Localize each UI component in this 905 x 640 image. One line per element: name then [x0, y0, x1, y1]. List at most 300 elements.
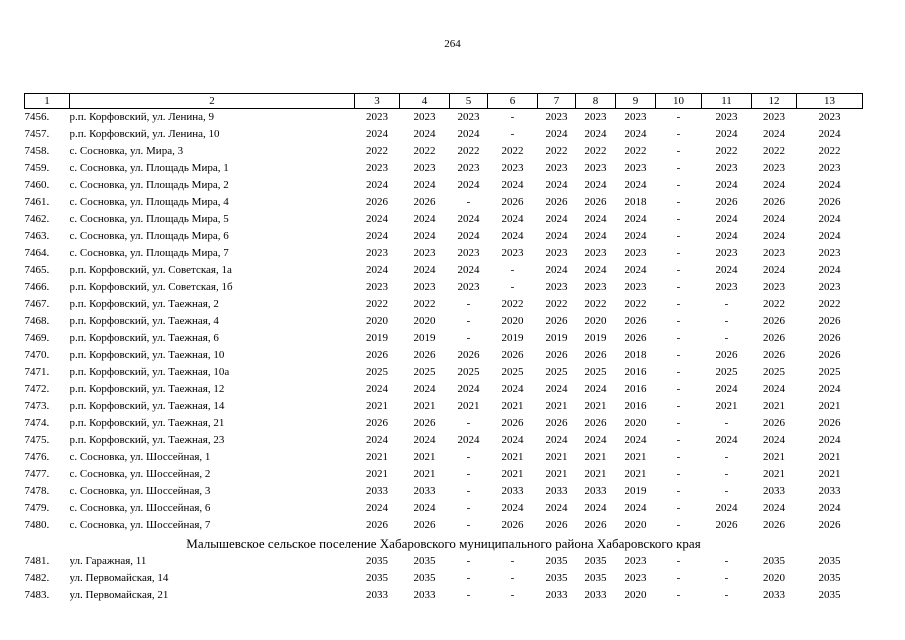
row-value: - — [676, 366, 681, 378]
row-address: ул. Гаражная, 11 — [69, 555, 147, 567]
row-value: 2026 — [545, 315, 568, 327]
row-value: 2026 — [715, 196, 738, 208]
row-value: 2025 — [457, 366, 480, 378]
row-value: 2024 — [457, 434, 480, 446]
row-number: 7473. — [24, 400, 50, 412]
row-value: 2025 — [366, 366, 388, 378]
row-value: 2024 — [413, 434, 436, 446]
row-value: 2024 — [715, 264, 738, 276]
row-value: 2024 — [501, 179, 524, 191]
row-value: 2033 — [584, 589, 607, 601]
row-value: 2022 — [501, 145, 524, 157]
row-value: 2023 — [545, 162, 568, 174]
header-cell: 3 — [355, 94, 400, 109]
row-value: - — [676, 281, 681, 293]
row-address: р.п. Корфовский, ул. Таежная, 2 — [69, 298, 219, 310]
row-value: 2023 — [545, 111, 568, 123]
table-row — [25, 570, 863, 587]
row-value: 2023 — [715, 247, 738, 259]
row-value: 2024 — [457, 179, 480, 191]
row-value: 2025 — [584, 366, 607, 378]
row-value: 2022 — [413, 298, 436, 310]
row-address: р.п. Корфовский, ул. Таежная, 21 — [69, 417, 225, 429]
section-row — [25, 534, 863, 553]
row-value: 2023 — [818, 247, 841, 259]
row-value: - — [466, 417, 471, 429]
row-number: 7468. — [24, 315, 50, 327]
row-value: 2024 — [584, 213, 607, 225]
row-value: 2024 — [501, 213, 524, 225]
row-value: - — [676, 485, 681, 497]
table-row — [25, 483, 863, 500]
row-value: - — [724, 417, 729, 429]
row-value: 2020 — [413, 315, 436, 327]
row-value: - — [724, 451, 729, 463]
row-value: - — [676, 468, 681, 480]
row-value: 2016 — [624, 383, 647, 395]
table-row — [25, 313, 863, 330]
row-value: 2025 — [413, 366, 436, 378]
row-value: 2024 — [584, 179, 607, 191]
row-value: 2026 — [763, 349, 785, 361]
row-value: 2033 — [584, 485, 607, 497]
row-address: р.п. Корфовский, ул. Таежная, 4 — [69, 315, 219, 327]
header-cell: 7 — [538, 94, 576, 109]
row-address: с. Сосновка, ул. Шоссейная, 7 — [69, 519, 211, 531]
row-value: - — [466, 315, 471, 327]
row-value: 2023 — [413, 281, 436, 293]
row-value: 2021 — [624, 451, 647, 463]
table-row — [25, 398, 863, 415]
row-number: 7477. — [24, 468, 50, 480]
row-value: 2024 — [457, 213, 480, 225]
row-value: - — [724, 572, 729, 584]
row-address: р.п. Корфовский, ул. Ленина, 9 — [69, 111, 214, 123]
row-number: 7466. — [24, 281, 50, 293]
row-value: 2026 — [545, 417, 568, 429]
row-value: 2024 — [413, 264, 436, 276]
row-value: 2033 — [413, 589, 436, 601]
row-value: 2026 — [545, 349, 568, 361]
row-value: 2024 — [818, 383, 841, 395]
row-value: 2035 — [366, 555, 388, 567]
row-value: - — [510, 281, 515, 293]
row-value: - — [676, 315, 681, 327]
row-number: 7482. — [24, 572, 50, 584]
row-number: 7456. — [24, 111, 50, 123]
row-value: - — [466, 589, 471, 601]
row-value: 2026 — [501, 196, 524, 208]
row-value: 2024 — [624, 213, 647, 225]
row-value: - — [676, 230, 681, 242]
row-value: - — [676, 349, 681, 361]
row-address: р.п. Корфовский, ул. Советская, 1а — [69, 264, 232, 276]
row-value: 2035 — [413, 572, 436, 584]
row-value: 2024 — [366, 230, 388, 242]
row-value: 2024 — [584, 434, 607, 446]
row-value: 2026 — [818, 417, 841, 429]
row-value: 2022 — [763, 145, 785, 157]
row-value: 2024 — [763, 230, 785, 242]
row-number: 7472. — [24, 383, 50, 395]
row-value: 2024 — [624, 230, 647, 242]
row-value: 2026 — [584, 196, 607, 208]
row-value: - — [676, 383, 681, 395]
row-address: с. Сосновка, ул. Шоссейная, 2 — [69, 468, 211, 480]
row-value: - — [676, 247, 681, 259]
row-value: - — [510, 128, 515, 140]
row-value: 2021 — [584, 451, 607, 463]
row-value: 2026 — [584, 417, 607, 429]
row-value: 2021 — [584, 468, 607, 480]
row-number: 7458. — [24, 145, 50, 157]
row-value: 2023 — [545, 247, 568, 259]
row-value: 2020 — [624, 589, 647, 601]
row-value: 2021 — [457, 400, 480, 412]
row-value: - — [676, 417, 681, 429]
row-value: 2024 — [763, 434, 785, 446]
row-value: 2021 — [366, 400, 388, 412]
row-value: - — [466, 519, 471, 531]
row-value: 2023 — [624, 111, 647, 123]
row-value: 2023 — [818, 111, 841, 123]
row-value: 2023 — [818, 281, 841, 293]
row-value: 2026 — [763, 519, 785, 531]
row-value: 2023 — [584, 247, 607, 259]
row-value: 2026 — [501, 349, 524, 361]
row-value: 2021 — [366, 468, 388, 480]
row-number: 7480. — [24, 519, 50, 531]
table-row — [25, 109, 863, 127]
row-value: 2026 — [818, 196, 841, 208]
row-value: - — [676, 162, 681, 174]
row-value: 2026 — [763, 196, 785, 208]
table-row — [25, 211, 863, 228]
row-number: 7459. — [24, 162, 50, 174]
row-value: 2033 — [763, 485, 785, 497]
row-value: 2033 — [763, 589, 785, 601]
row-number: 7457. — [24, 128, 50, 140]
row-value: 2021 — [501, 468, 524, 480]
row-value: 2035 — [818, 589, 841, 601]
row-value: 2033 — [366, 589, 388, 601]
row-value: 2023 — [366, 281, 388, 293]
row-value: - — [676, 128, 681, 140]
row-value: 2021 — [818, 468, 841, 480]
row-value: 2026 — [366, 417, 388, 429]
row-address: р.п. Корфовский, ул. Таежная, 12 — [69, 383, 225, 395]
header-cell: 2 — [70, 94, 355, 109]
row-value: 2021 — [501, 451, 524, 463]
row-value: 2023 — [624, 247, 647, 259]
row-value: 2023 — [763, 281, 785, 293]
row-value: 2025 — [818, 366, 841, 378]
row-value: - — [676, 298, 681, 310]
row-value: 2024 — [413, 230, 436, 242]
row-value: - — [676, 196, 681, 208]
row-value: 2024 — [715, 502, 738, 514]
row-value: 2020 — [624, 519, 647, 531]
row-value: 2022 — [545, 298, 568, 310]
row-value: 2023 — [584, 162, 607, 174]
row-value: 2026 — [818, 349, 841, 361]
row-value: 2023 — [763, 111, 785, 123]
row-number: 7464. — [24, 247, 50, 259]
row-value: - — [676, 179, 681, 191]
header-row — [25, 94, 863, 109]
table-row — [25, 415, 863, 432]
row-value: 2024 — [763, 128, 785, 140]
row-value: 2021 — [545, 468, 568, 480]
row-value: 2021 — [413, 451, 436, 463]
row-value: 2024 — [624, 128, 647, 140]
row-value: 2023 — [763, 247, 785, 259]
row-number: 7462. — [24, 213, 50, 225]
rows-block-b — [25, 553, 863, 604]
header-cell: 12 — [752, 94, 797, 109]
row-value: 2023 — [501, 162, 524, 174]
row-address: с. Сосновка, ул. Шоссейная, 1 — [69, 451, 211, 463]
row-value: 2024 — [545, 264, 568, 276]
row-value: 2019 — [413, 332, 436, 344]
register-table — [24, 93, 863, 604]
row-value: 2023 — [624, 162, 647, 174]
row-value: 2021 — [624, 468, 647, 480]
table-row — [25, 381, 863, 398]
row-value: 2024 — [545, 434, 568, 446]
row-value: - — [466, 555, 471, 567]
row-value: 2026 — [501, 417, 524, 429]
row-number: 7481. — [24, 555, 50, 567]
row-address: р.п. Корфовский, ул. Таежная, 23 — [69, 434, 225, 446]
row-value: 2019 — [584, 332, 607, 344]
row-value: 2023 — [413, 162, 436, 174]
row-number: 7469. — [24, 332, 50, 344]
row-value: 2026 — [763, 332, 785, 344]
row-value: 2024 — [413, 128, 436, 140]
row-value: 2025 — [545, 366, 568, 378]
row-value: 2026 — [545, 196, 568, 208]
row-value: 2024 — [501, 434, 524, 446]
row-value: - — [466, 485, 471, 497]
row-value: - — [676, 502, 681, 514]
row-address: с. Сосновка, ул. Площадь Мира, 7 — [69, 247, 229, 259]
row-value: 2023 — [584, 111, 607, 123]
row-value: 2022 — [545, 145, 568, 157]
row-value: 2022 — [624, 298, 647, 310]
row-value: 2023 — [584, 281, 607, 293]
row-value: 2024 — [763, 502, 785, 514]
row-value: 2024 — [818, 230, 841, 242]
table-row — [25, 143, 863, 160]
row-value: 2026 — [624, 315, 647, 327]
row-value: 2023 — [624, 555, 647, 567]
row-value: 2035 — [584, 555, 607, 567]
row-value: 2024 — [715, 230, 738, 242]
row-value: 2035 — [818, 572, 841, 584]
row-value: 2024 — [545, 179, 568, 191]
row-value: 2021 — [545, 400, 568, 412]
row-address: с. Сосновка, ул. Площадь Мира, 6 — [69, 230, 229, 242]
row-value: 2023 — [715, 162, 738, 174]
row-value: 2023 — [366, 247, 388, 259]
row-value: 2024 — [545, 502, 568, 514]
row-value: - — [676, 589, 681, 601]
row-value: 2021 — [366, 451, 388, 463]
row-value: 2019 — [501, 332, 524, 344]
row-number: 7475. — [24, 434, 50, 446]
row-value: 2026 — [366, 196, 388, 208]
row-value: - — [724, 332, 729, 344]
row-value: 2021 — [715, 400, 738, 412]
row-value: 2023 — [624, 572, 647, 584]
row-value: 2018 — [624, 196, 647, 208]
row-value: 2024 — [624, 264, 647, 276]
row-value: - — [510, 111, 515, 123]
row-value: 2026 — [413, 417, 436, 429]
row-value: 2024 — [457, 230, 480, 242]
row-value: - — [676, 555, 681, 567]
table-row — [25, 279, 863, 296]
row-address: р.п. Корфовский, ул. Таежная, 14 — [69, 400, 225, 412]
table-row — [25, 160, 863, 177]
row-value: 2024 — [715, 213, 738, 225]
row-value: 2021 — [763, 400, 785, 412]
row-number: 7467. — [24, 298, 50, 310]
row-value: 2021 — [413, 468, 436, 480]
row-value: - — [676, 400, 681, 412]
row-address: р.п. Корфовский, ул. Таежная, 10 — [69, 349, 225, 361]
row-value: 2024 — [715, 434, 738, 446]
row-value: 2023 — [457, 111, 480, 123]
row-value: 2016 — [624, 366, 647, 378]
row-value: 2023 — [715, 281, 738, 293]
table-row — [25, 449, 863, 466]
row-address: с. Сосновка, ул. Площадь Мира, 2 — [69, 179, 229, 191]
row-value: 2026 — [413, 519, 436, 531]
row-value: 2021 — [584, 400, 607, 412]
section-title: Малышевское сельское поселение Хабаровского муниципального района Хабаровского края — [186, 536, 701, 551]
row-value: 2019 — [366, 332, 388, 344]
row-value: 2033 — [545, 589, 568, 601]
row-value: 2024 — [413, 383, 436, 395]
row-value: 2024 — [545, 383, 568, 395]
row-value: 2024 — [624, 502, 647, 514]
row-value: 2033 — [545, 485, 568, 497]
row-value: - — [676, 451, 681, 463]
row-value: - — [510, 264, 515, 276]
row-value: 2023 — [624, 281, 647, 293]
row-value: 2026 — [366, 349, 388, 361]
row-address: р.п. Корфовский, ул. Ленина, 10 — [69, 128, 220, 140]
table-row — [25, 553, 863, 570]
row-address: р.п. Корфовский, ул. Таежная, 6 — [69, 332, 219, 344]
row-value: - — [724, 589, 729, 601]
row-value: 2035 — [763, 555, 785, 567]
row-value: 2035 — [584, 572, 607, 584]
row-value: - — [676, 111, 681, 123]
row-value: 2024 — [715, 128, 738, 140]
row-value: - — [466, 451, 471, 463]
row-value: 2024 — [584, 383, 607, 395]
row-value: 2018 — [624, 349, 647, 361]
row-value: 2022 — [366, 145, 388, 157]
row-value: 2024 — [624, 434, 647, 446]
row-value: - — [676, 264, 681, 276]
page-number: 264 — [444, 38, 461, 50]
row-value: 2020 — [584, 315, 607, 327]
table-row — [25, 262, 863, 279]
row-value: 2024 — [366, 264, 388, 276]
row-value: 2024 — [545, 128, 568, 140]
row-address: с. Сосновка, ул. Площадь Мира, 5 — [69, 213, 229, 225]
section-block — [25, 534, 863, 553]
header-cell: 8 — [576, 94, 616, 109]
row-value: 2022 — [763, 298, 785, 310]
row-value: 2024 — [584, 128, 607, 140]
row-value: 2022 — [584, 145, 607, 157]
row-value: 2024 — [366, 179, 388, 191]
row-value: 2024 — [366, 383, 388, 395]
table-row — [25, 466, 863, 483]
row-number: 7460. — [24, 179, 50, 191]
row-value: 2022 — [501, 298, 524, 310]
row-value: 2026 — [715, 519, 738, 531]
row-value: 2026 — [624, 332, 647, 344]
row-value: 2024 — [763, 179, 785, 191]
row-value: - — [466, 332, 471, 344]
row-value: 2020 — [366, 315, 388, 327]
row-value: 2024 — [413, 502, 436, 514]
row-value: 2024 — [413, 179, 436, 191]
row-value: 2024 — [715, 383, 738, 395]
row-value: 2024 — [545, 230, 568, 242]
row-value: 2023 — [457, 162, 480, 174]
row-value: - — [676, 519, 681, 531]
row-value: 2024 — [818, 213, 841, 225]
row-value: 2026 — [763, 417, 785, 429]
row-value: 2033 — [366, 485, 388, 497]
row-address: с. Сосновка, ул. Площадь Мира, 1 — [69, 162, 229, 174]
row-value: 2024 — [366, 128, 388, 140]
table-row — [25, 432, 863, 449]
row-value: 2026 — [818, 519, 841, 531]
row-value: 2022 — [584, 298, 607, 310]
row-value: 2024 — [715, 179, 738, 191]
row-value: 2024 — [763, 264, 785, 276]
row-value: 2025 — [501, 366, 524, 378]
row-value: 2035 — [545, 555, 568, 567]
row-value: 2035 — [413, 555, 436, 567]
header-cell: 13 — [797, 94, 863, 109]
row-number: 7465. — [24, 264, 50, 276]
row-value: 2026 — [818, 332, 841, 344]
row-value: 2024 — [501, 230, 524, 242]
row-value: 2033 — [501, 485, 524, 497]
row-address: с. Сосновка, ул. Шоссейная, 3 — [69, 485, 211, 497]
row-value: - — [724, 485, 729, 497]
row-value: 2023 — [413, 247, 436, 259]
row-value: 2020 — [763, 572, 785, 584]
header-cell: 11 — [702, 94, 752, 109]
row-value: 2035 — [545, 572, 568, 584]
row-value: 2024 — [457, 264, 480, 276]
table-row — [25, 500, 863, 517]
header-cell: 9 — [616, 94, 656, 109]
row-number: 7461. — [24, 196, 50, 208]
row-value: 2021 — [818, 451, 841, 463]
header-cell: 1 — [25, 94, 70, 109]
